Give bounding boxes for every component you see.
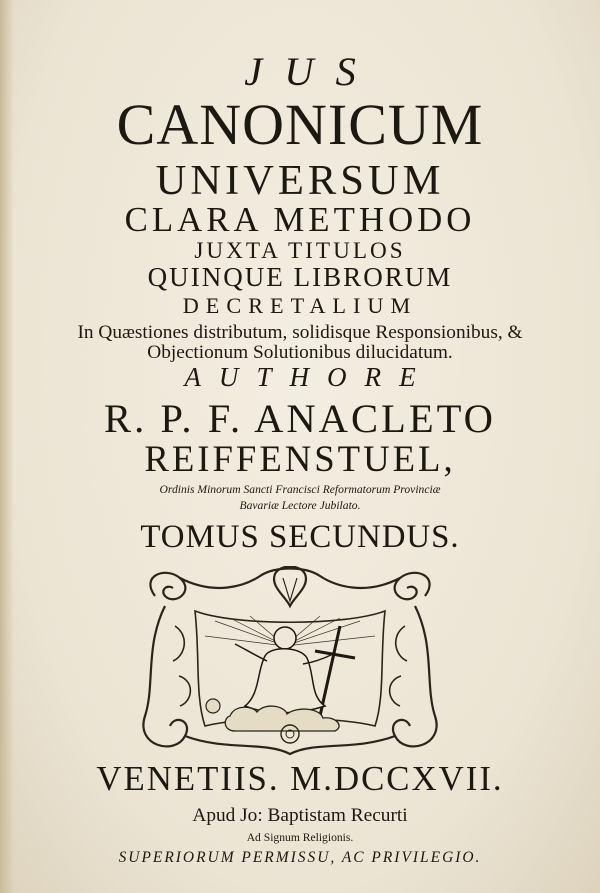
- volume-title: TOMUS SECUNDUS.: [140, 519, 460, 555]
- subtitle-quinque-librorum: QUINQUE LIBRORUM: [147, 262, 453, 292]
- author-name-1: R. P. F. ANACLETO: [104, 396, 496, 441]
- author-name-2: REIFFENSTUEL,: [144, 438, 456, 479]
- imprint-printer: Apud Jo: Baptistam Recurti: [192, 805, 408, 826]
- author-order-2: Bavariæ Lectore Jubilato.: [239, 499, 361, 512]
- title-canonicum: CANONICUM: [116, 92, 484, 157]
- title-jus: JUS: [244, 49, 378, 94]
- subtitle-clara-methodo: CLARA METHODO: [124, 200, 476, 239]
- subtitle-decretalium: DECRETALIUM: [182, 293, 418, 318]
- description-line-1: In Quæstiones distributum, solidisque Responsionibus, &: [77, 322, 523, 343]
- authore-label: AUTHORE: [184, 362, 434, 392]
- printers-device-engraving: [135, 566, 445, 756]
- imprint-place-year: VENETIIS. M.DCCXVII.: [96, 759, 504, 798]
- imprint-sign: Ad Signum Religionis.: [246, 831, 354, 844]
- description-line-2: Objectionum Solutionibus dilucidatum.: [147, 342, 453, 363]
- imprint-permission: SUPERIORUM PERMISSU, AC PRIVILEGIO.: [118, 849, 482, 866]
- title-universum: UNIVERSUM: [155, 157, 445, 204]
- author-order-1: Ordinis Minorum Sancti Francisci Reformatorum Provinciæ: [159, 483, 441, 496]
- subtitle-juxta-titulos: JUXTA TITULOS: [194, 238, 406, 264]
